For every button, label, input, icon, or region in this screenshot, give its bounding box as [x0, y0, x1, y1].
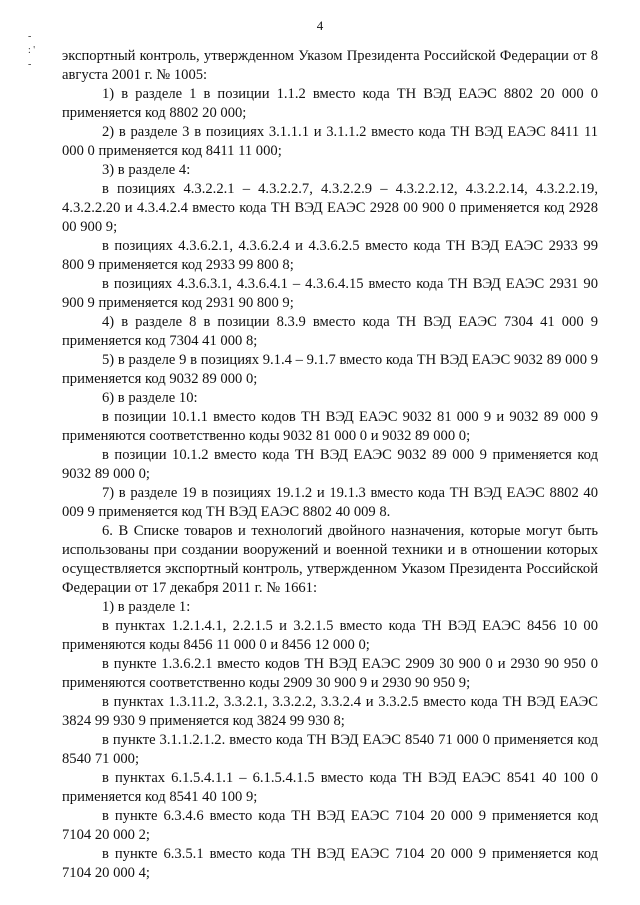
paragraph: в позициях 4.3.6.3.1, 4.3.6.4.1 – 4.3.6.4.15 вместо кода ТН ВЭД ЕАЭС 2931 90 900 9 применяется код 2931 90 800 9;: [62, 276, 598, 311]
page-number: 4: [316, 18, 324, 33]
paragraph: в позиции 10.1.1 вместо кодов ТН ВЭД ЕАЭС 9032 81 000 9 и 9032 89 000 9 применяются соответственно коды 9032 81 000 0 и 9032 89 000 0;: [62, 409, 598, 444]
paragraph: 1) в разделе 1 в позиции 1.1.2 вместо кода ТН ВЭД ЕАЭС 8802 20 000 0 применяется код 8802 20 000;: [62, 86, 598, 121]
margin-marks: [28, 30, 35, 72]
paragraph: 1) в разделе 1:: [102, 599, 191, 615]
paragraph: 5) в разделе 9 в позициях 9.1.4 – 9.1.7 вместо кода ТН ВЭД ЕАЭС 9032 89 000 9 применяется код 9032 89 000 0;: [62, 352, 598, 387]
margin-mark: -: [28, 59, 32, 70]
paragraph: 6. В Списке товаров и технологий двойного назначения, которые могут быть использованы при создании вооружений и военной техники и в отношении которых осуществляется экспортный контроль, утвержденном Указом Президента Российской Федерации от 17 декабря 2011 г. № 1661:: [62, 523, 598, 596]
paragraph: в пункте 6.3.4.6 вместо кода ТН ВЭД ЕАЭС 7104 20 000 9 применяется код 7104 20 000 2;: [62, 808, 598, 843]
paragraph: 3) в разделе 4:: [102, 162, 191, 178]
paragraph: в позиции 10.1.2 вместо кода ТН ВЭД ЕАЭС 9032 89 000 9 применяется код 9032 89 000 0;: [62, 447, 598, 482]
paragraph: в пункте 1.3.6.2.1 вместо кодов ТН ВЭД ЕАЭС 2909 30 900 0 и 2930 90 950 0 применяются соответственно коды 2909 30 900 9 и 2930 90 950 9;: [62, 656, 598, 691]
paragraph: в позициях 4.3.6.2.1, 4.3.6.2.4 и 4.3.6.2.5 вместо кода ТН ВЭД ЕАЭС 2933 99 800 9 применяется код 2933 99 800 8;: [62, 238, 598, 273]
paragraph: 7) в разделе 19 в позициях 19.1.2 и 19.1.3 вместо кода ТН ВЭД ЕАЭС 8802 40 009 9 применяется код ТН ВЭД ЕАЭС 8802 40 009 8.: [62, 485, 598, 520]
document-body: [62, 47, 598, 883]
paragraph: в пункте 3.1.1.2.1.2. вместо кода ТН ВЭД ЕАЭС 8540 71 000 0 применяется код 8540 71 000;: [62, 732, 598, 767]
paragraph: в пунктах 1.2.1.4.1, 2.2.1.5 и 3.2.1.5 вместо кода ТН ВЭД ЕАЭС 8456 10 00 применяются коды 8456 11 000 0 и 8456 12 000 0;: [62, 618, 598, 653]
paragraph: в пунктах 6.1.5.4.1.1 – 6.1.5.4.1.5 вместо кода ТН ВЭД ЕАЭС 8541 40 100 0 применяется код 8541 40 100 9;: [62, 770, 598, 805]
margin-mark: : ': [28, 45, 36, 56]
paragraph: 6) в разделе 10:: [102, 390, 198, 406]
paragraph: в позициях 4.3.2.2.1 – 4.3.2.2.7, 4.3.2.2.9 – 4.3.2.2.12, 4.3.2.2.14, 4.3.2.2.19, 4.3.2.2.20 и 4.3.4.2.4 вместо кода ТН ВЭД ЕАЭС 2928 00 900 0 применяется код 2928 00 900 9;: [62, 181, 598, 235]
paragraph: 2) в разделе 3 в позициях 3.1.1.1 и 3.1.1.2 вместо кода ТН ВЭД ЕАЭС 8411 11 000 0 применяется код 8411 11 000;: [62, 124, 598, 159]
paragraph: 4) в разделе 8 в позиции 8.3.9 вместо кода ТН ВЭД ЕАЭС 7304 41 000 9 применяется код 7304 41 000 8;: [62, 314, 598, 349]
margin-mark: -: [28, 31, 32, 42]
paragraph: в пунктах 1.3.11.2, 3.3.2.1, 3.3.2.2, 3.3.2.4 и 3.3.2.5 вместо кода ТН ВЭД ЕАЭС 3824 99 930 9 применяется код 3824 99 930 8;: [62, 694, 598, 729]
paragraph: в пункте 6.3.5.1 вместо кода ТН ВЭД ЕАЭС 7104 20 000 9 применяется код 7104 20 000 4;: [62, 846, 598, 881]
paragraph: экспортный контроль, утвержденном Указом Президента Российской Федерации от 8 августа 2001 г. № 1005:: [62, 48, 598, 83]
